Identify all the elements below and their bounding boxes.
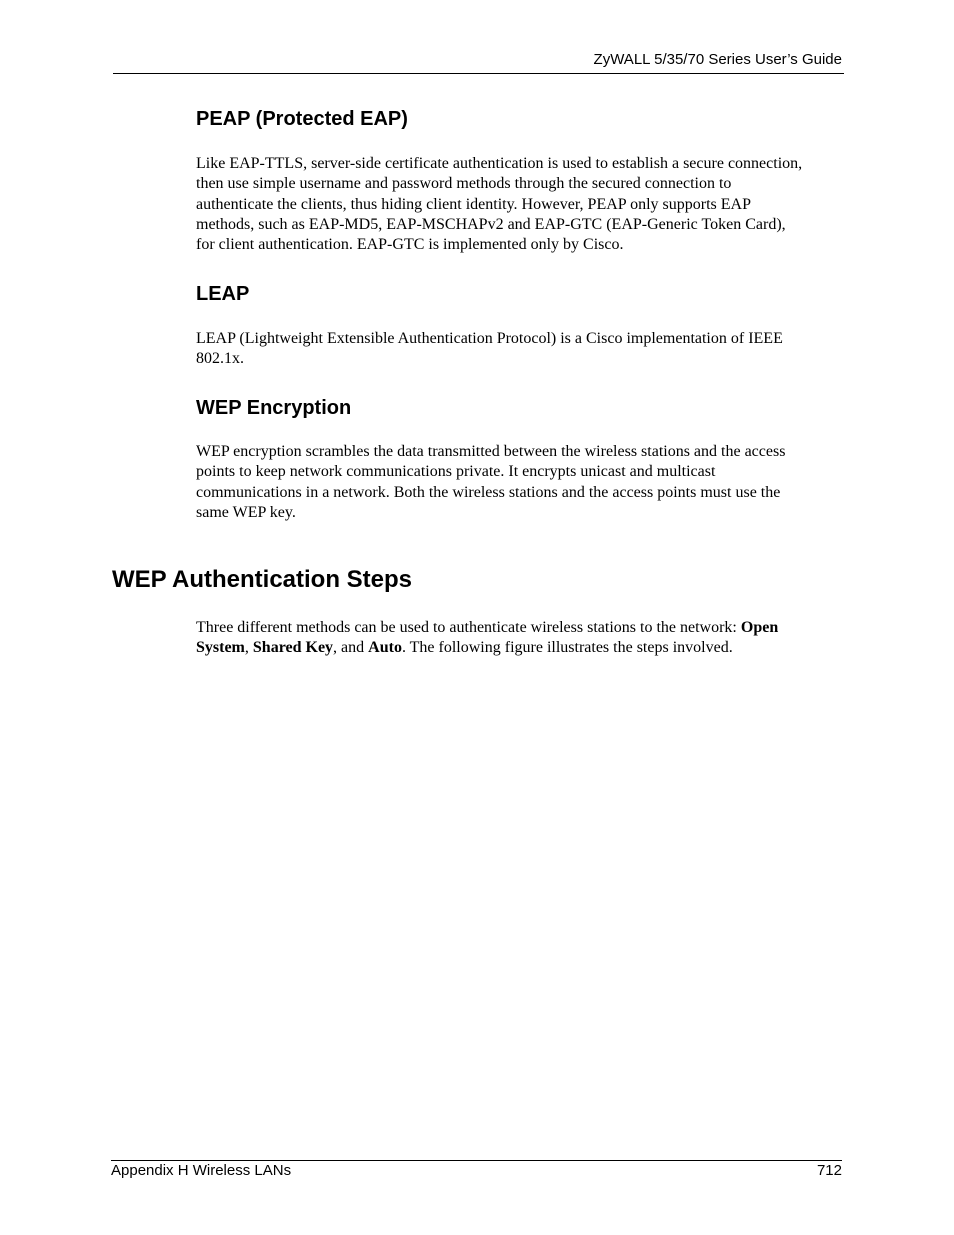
method-open: Open: [740, 619, 779, 636]
separator: ,: [244, 639, 253, 657]
wep-auth-line-1: [196, 618, 844, 638]
peap-line: for client authentication. EAP-GTC is implemented only by Cisco.: [196, 236, 624, 254]
wep-auth-tail: . The following figure illustrates the steps involved.: [401, 639, 733, 657]
header-rule: [113, 73, 844, 74]
method-system: System: [196, 639, 245, 657]
page-header-title: ZyWALL 5/35/70 Series User’s Guide: [593, 51, 842, 68]
footer-rule: [111, 1160, 842, 1161]
wep-auth-text: Three different methods can be used to authenticate wireless stations to the network:: [196, 619, 741, 636]
peap-line: authenticate the clients, thus hiding client identity. However, PEAP only supports EAP: [196, 195, 751, 213]
peap-line: then use simple username and password methods through the secured connection to: [196, 175, 732, 193]
wep-encryption-line: same WEP key.: [196, 503, 296, 521]
leap-line: 802.1x.: [196, 350, 244, 368]
leap-line: LEAP (Lightweight Extensible Authentication Protocol) is a Cisco implementation of IEEE: [196, 330, 783, 347]
method-shared-key: Shared Key: [252, 639, 334, 657]
paragraph-leap: [196, 329, 844, 370]
footer-page-number: 712: [816, 1162, 842, 1179]
paragraph-wep-encryption: [196, 442, 844, 523]
paragraph-wep-authentication: [196, 618, 844, 659]
peap-line: Like EAP-TTLS, server-side certificate authentication is used to establish a secure connection,: [196, 155, 803, 172]
heading-wep-authentication-steps: WEP Authentication Steps: [112, 566, 413, 593]
footer-section-title: Appendix H Wireless LANs: [111, 1162, 292, 1179]
paragraph-peap: [196, 154, 844, 255]
heading-leap: LEAP: [196, 283, 250, 305]
peap-line: methods, such as EAP-MD5, EAP-MSCHAPv2 and EAP-GTC (EAP-Generic Token Card),: [196, 215, 786, 233]
wep-encryption-line: points to keep network communications private. It encrypts unicast and multicast: [196, 463, 716, 481]
wep-encryption-line: communications in a network. Both the wireless stations and the access points must use the: [196, 483, 781, 501]
wep-encryption-line: WEP encryption scrambles the data transmitted between the wireless stations and the access: [196, 443, 786, 460]
heading-wep-encryption: WEP Encryption: [196, 397, 352, 419]
separator: , and: [333, 639, 369, 657]
method-auto: Auto: [368, 639, 402, 657]
heading-peap: PEAP (Protected EAP): [196, 108, 408, 130]
wep-auth-line-2: [196, 638, 844, 658]
